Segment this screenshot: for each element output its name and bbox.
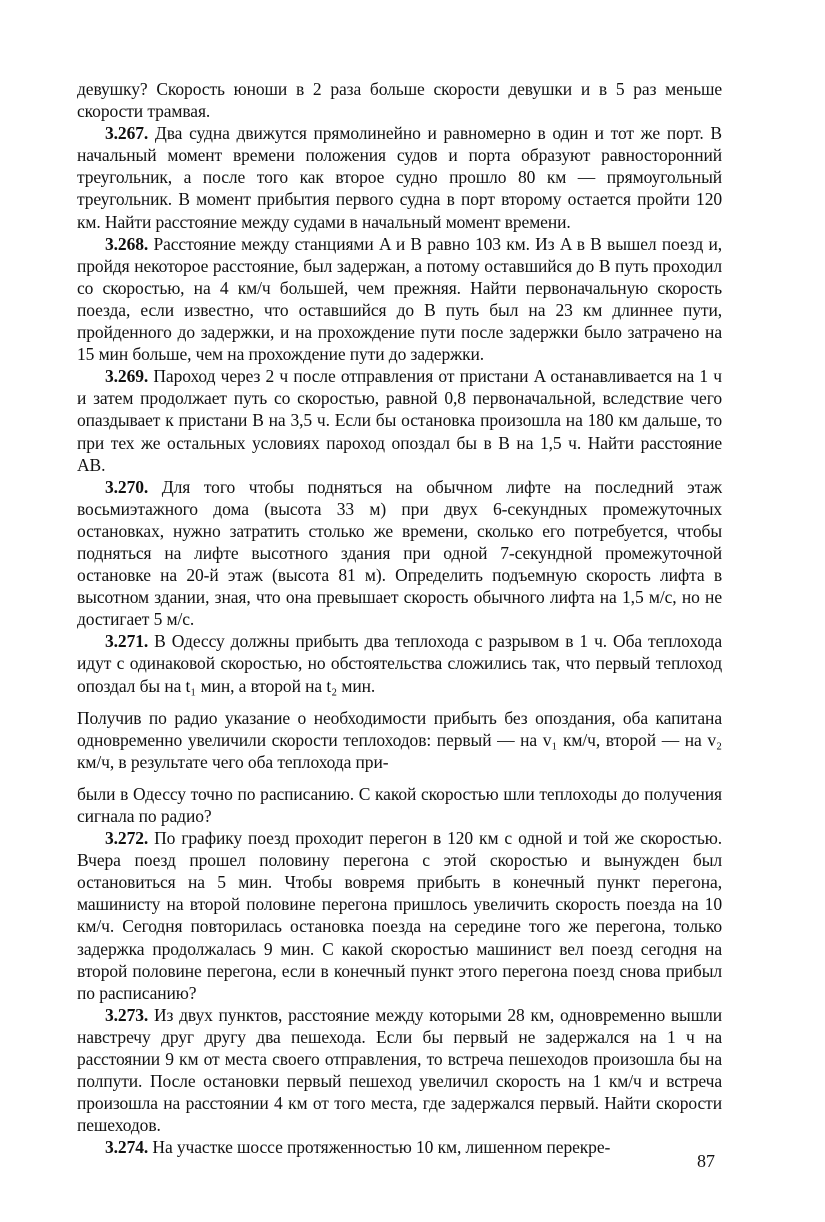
problem-text: По графику поезд проходит перегон в 120 км с одной и той же скоростью. Вчера поезд прошел половину перегона с этой скоростью и вынужден был остановиться на 5 мин. Чтобы вовремя прибыть в конечный пункт перегона, машинисту на второй половине перегона пришлось увеличить скорость поезда на 10 км/ч. Сегодня повторилась остановка поезда на середине того же перегона, только задержка продолжалась 9 мин. С какой скоростью машинист вел поезд сегодня на второй половине перегона, если в конечный пункт этого перегона поезд снова прибыл по расписанию? — [77, 828, 722, 1003]
problem-text: На участке шоссе протяженностью 10 км, лишенном перекре- — [148, 1137, 611, 1158]
problem-3-271-continued — [77, 707, 722, 773]
problem-text: Пароход через 2 ч после отправления от пристани A останавливается на 1 ч и затем продолжает путь со скоростью, равной 0,8 первоначальной, вследствие чего опаздывает к пристани B на 3,5 ч. Если бы остановка произошла на 180 км дальше, то при тех же остальных условиях пароход опоздал бы в B на 1,5 ч. Найти расстояние AB. — [77, 366, 722, 475]
problem-3-273 — [77, 1004, 722, 1137]
problem-3-274 — [77, 1136, 722, 1158]
problem-number: 3.273. — [105, 1004, 149, 1025]
problem-text: Получив по радио указание о необходимости прибыть без опоздания, оба капитана одновременно увеличили скорости теплоходов: первый — на v₁ км/ч, второй — на v₂ км/ч, в результате чего оба теплохода при- — [77, 707, 722, 772]
problem-3-271-end — [77, 783, 722, 827]
problem-text: В Одессу должны прибыть два теплохода с разрывом в 1 ч. Оба теплохода идут с одинаковой скоростью, но обстоятельства сложились так, что первый теплоход опоздал бы на t₁ мин, а второй на t₂ мин. — [77, 631, 722, 696]
problem-3-272 — [77, 827, 722, 1004]
problem-3-267 — [77, 122, 722, 232]
problem-text: Два судна движутся прямолинейно и равномерно в один и тот же порт. В начальный момент времени положения судов и порта образуют равносторонний треугольник, а после того как второе судно прошло 80 км — прямоугольный треугольник. В момент прибытия первого судна в порт второму остается пройти 120 км. Найти расстояние между судами в начальный момент времени. — [77, 123, 722, 232]
paragraph-continuation: девушку? Скорость юноши в 2 раза больше скорости девушки и в 5 раз меньше скорости трамвая. — [77, 79, 722, 122]
problem-number: 3.270. — [105, 476, 149, 497]
page-number: 87 — [697, 1151, 715, 1171]
problem-3-270 — [77, 476, 722, 631]
problem-number: 3.274. — [105, 1137, 149, 1158]
problem-number: 3.271. — [105, 631, 149, 652]
problem-number: 3.269. — [105, 366, 149, 387]
problem-number: 3.267. — [105, 123, 149, 144]
problem-number: 3.272. — [105, 828, 149, 849]
problem-number: 3.268. — [105, 233, 149, 254]
problem-text: Из двух пунктов, расстояние между которыми 28 км, одновременно вышли навстречу друг другу два пешехода. Если бы первый не задержался на 1 ч на расстоянии 9 км от места своего отправления, то встреча пешеходов произошла бы на полпути. После остановки первый пешеход увеличил скорость на 1 км/ч и встреча произошла на расстоянии 4 км от того места, где задержался первый. Найти скорости пешеходов. — [77, 1004, 722, 1136]
problem-text: были в Одессу точно по расписанию. С какой скоростью шли теплоходы до получения сигнала по радио? — [77, 783, 722, 826]
problem-text: Для того чтобы подняться на обычном лифте на последний этаж восьмиэтажного дома (высота 33 м) при двух 6-секундных промежуточных остановках, нужно затратить столько же времени, сколько его потребуется, чтобы подняться на лифте высотного здания при одной 7-секундной промежуточной остановке на 20-й этаж (высота 81 м). Определить подъемную скорость лифта в высотном здании, зная, что она превышает скорость обычного лифта на 1,5 м/с, но не достигает 5 м/с. — [77, 476, 722, 630]
page-text — [77, 78, 722, 1159]
problem-3-269 — [77, 365, 722, 475]
problem-text: Расстояние между станциями A и B равно 103 км. Из A в B вышел поезд и, пройдя некоторое расстояние, был задержан, а потому оставшийся до B путь проходил со скоростью, на 4 км/ч большей, чем прежняя. Найти первоначальную скорость поезда, если известно, что оставшийся до B путь был на 23 км длиннее пути, пройденного до задержки, и на прохождение пути после задержки было затрачено на 15 мин больше, чем на прохождение пути до задержки. — [77, 233, 722, 365]
problem-3-268 — [77, 233, 722, 366]
problem-3-271 — [77, 630, 722, 696]
